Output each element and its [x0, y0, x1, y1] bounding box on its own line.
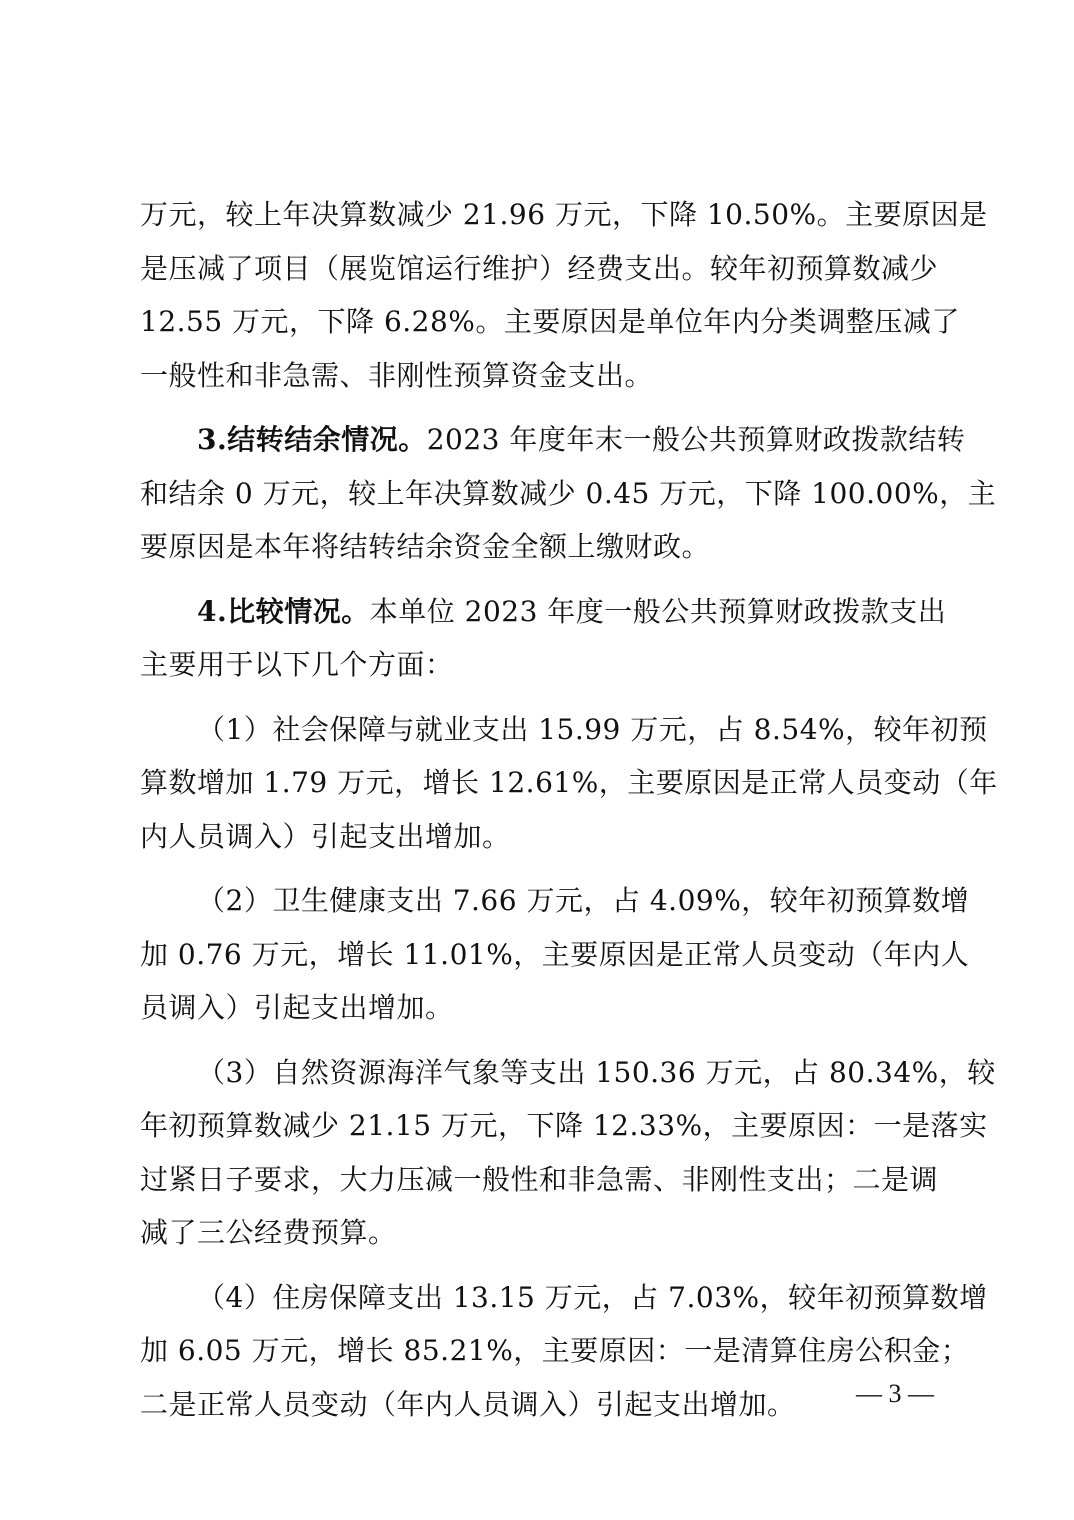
- paragraph-item-health: [140, 874, 970, 1035]
- text-line: （2）卫生健康支出 7.66 万元，占 4.09%，较年初预算数增: [197, 884, 970, 917]
- text-span: 2023 年度年末一般公共预算财政拨款结转: [426, 423, 966, 456]
- text-line: [140, 413, 966, 467]
- section-heading-comparison: 4.比较情况。: [197, 594, 370, 628]
- text-line: 过紧日子要求，大力压减一般性和非急需、非刚性支出；二是调: [140, 1162, 939, 1196]
- text-line: [140, 585, 947, 639]
- paragraph-item-social-security: [140, 703, 998, 864]
- text-line: 是压减了项目（展览馆运行维护）经费支出。较年初预算数减少: [140, 251, 939, 285]
- text-line: 加 6.05 万元，增长 85.21%，主要原因：一是清算住房公积金；: [140, 1334, 970, 1367]
- paragraph-comparison: [140, 585, 947, 692]
- text-line: 万元，较上年决算数减少 21.96 万元，下降 10.50%。主要原因是: [140, 198, 988, 231]
- text-line: （4）住房保障支出 13.15 万元，占 7.03%，较年初预算数增: [197, 1280, 988, 1314]
- text-line: 主要用于以下几个方面：: [140, 648, 454, 681]
- text-line: （1）社会保障与就业支出 15.99 万元，占 8.54%，较年初预: [197, 712, 988, 746]
- text-line: 员调入）引起支出增加。: [140, 991, 454, 1024]
- text-line: 要原因是本年将结转结余资金全额上缴财政。: [140, 530, 711, 563]
- text-line: 算数增加 1.79 万元，增长 12.61%，主要原因是正常人员变动（年: [140, 766, 998, 799]
- text-line: 内人员调入）引起支出增加。: [140, 819, 511, 853]
- text-span: 本单位 2023 年度一般公共预算财政拨款支出: [369, 594, 947, 628]
- text-line: 和结余 0 万元，较上年决算数减少 0.45 万元，下降 100.00%，主: [140, 476, 997, 510]
- paragraph-item-housing: [140, 1271, 988, 1432]
- document-body: [140, 188, 998, 1431]
- text-line: 12.55 万元，下降 6.28%。主要原因是单位年内分类调整压减了: [140, 305, 960, 338]
- text-line: 二是正常人员变动（年内人员调入）引起支出增加。: [140, 1387, 796, 1421]
- text-line: 一般性和非急需、非刚性预算资金支出。: [140, 358, 654, 392]
- paragraph-expenditure-continuation: [140, 188, 988, 402]
- paragraph-carryover: [140, 413, 997, 574]
- text-line: （3）自然资源海洋气象等支出 150.36 万元，占 80.34%，较: [197, 1055, 996, 1089]
- section-heading-carryover: 3.结转结余情况。: [197, 423, 427, 456]
- text-line: 减了三公经费预算。: [140, 1216, 397, 1249]
- text-line: 加 0.76 万元，增长 11.01%，主要原因是正常人员变动（年内人: [140, 937, 970, 971]
- page-number: — 3 —: [856, 1379, 934, 1408]
- text-line: 年初预算数减少 21.15 万元，下降 12.33%，主要原因：一是落实: [140, 1109, 988, 1142]
- paragraph-item-natural-resources: [140, 1046, 996, 1260]
